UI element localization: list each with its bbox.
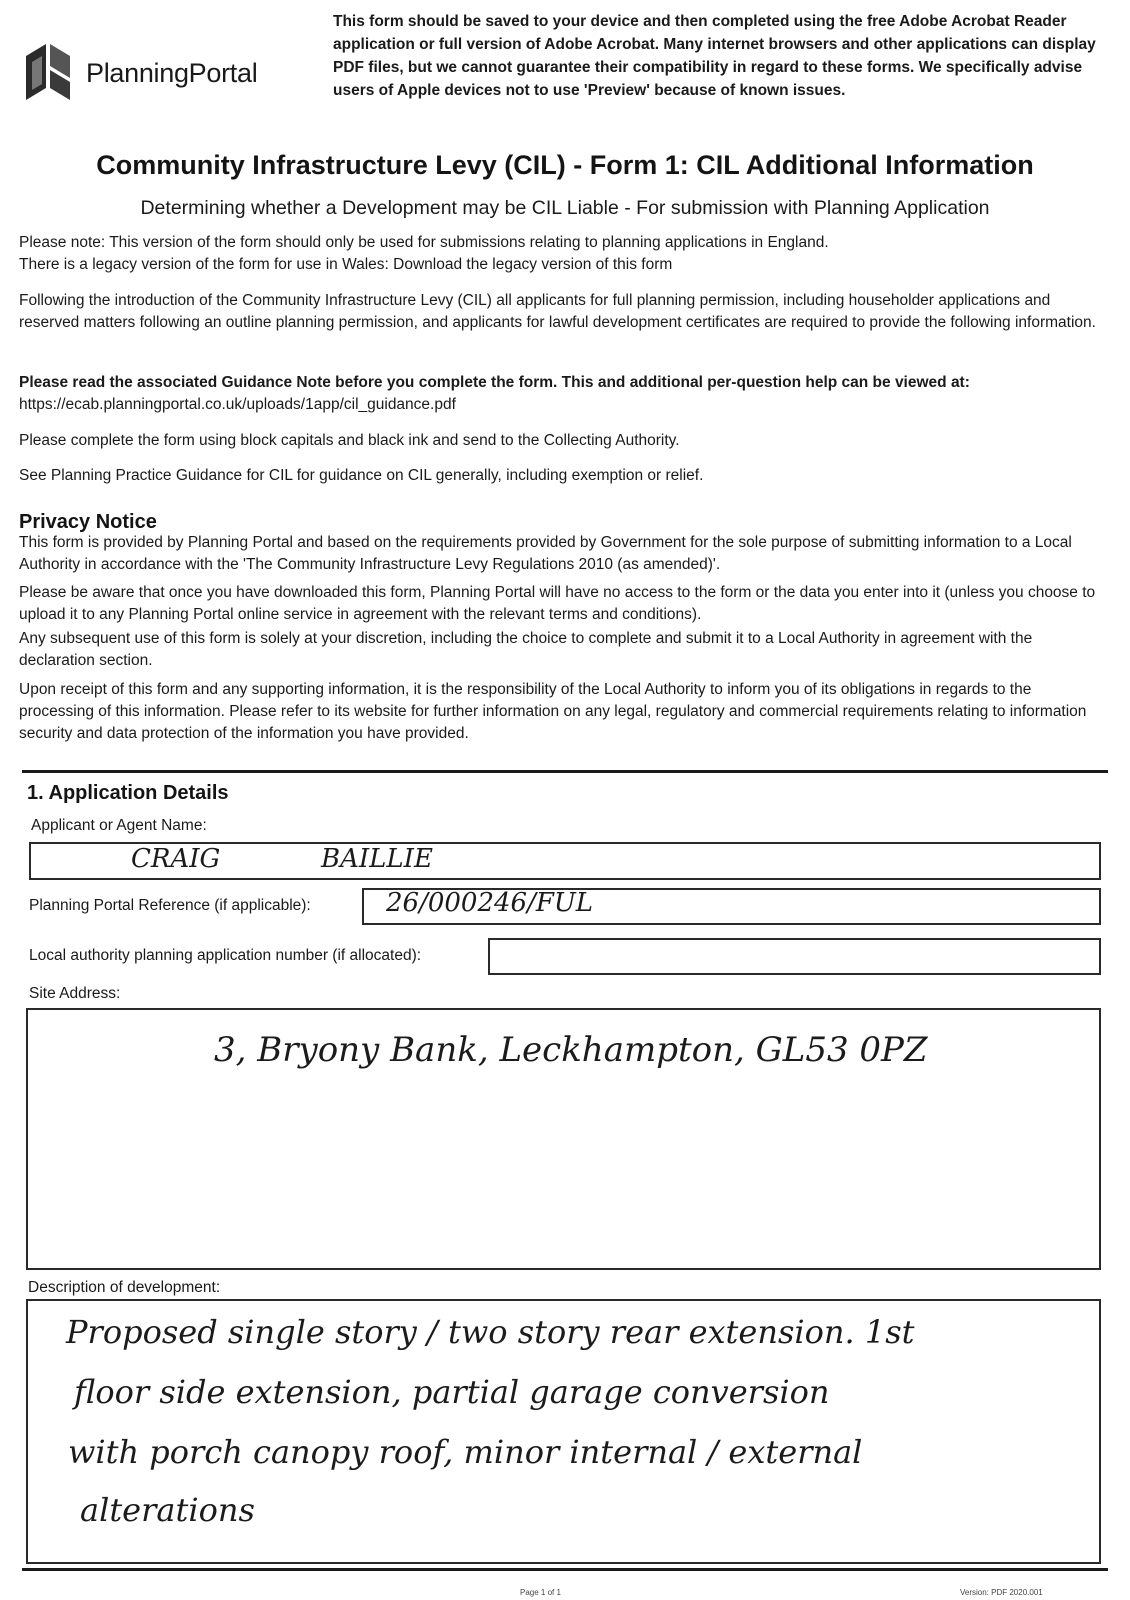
section-divider-top xyxy=(22,770,1108,773)
section-title: 1. Application Details xyxy=(27,782,229,804)
form-subtitle: Determining whether a Development may be CIL Liable - For submission with Planning Application xyxy=(140,197,990,219)
description-line-3: with porch canopy roof, minor internal / external xyxy=(68,1433,863,1471)
ref-value: 26/000246/FUL xyxy=(386,888,594,918)
software-notice: This form should be saved to your device and then completed using the free Adobe Acrobat Reader application or full version of Adobe Acrobat. Many internet browsers and other applications can display PDF files, but we cannot guarantee their compatibility in regard to these forms. We specifically advise users of Apple devices not to use 'Preview' because of known issues. xyxy=(333,13,1096,99)
please-note xyxy=(19,232,1109,276)
please-note-line2: There is a legacy version of the form for use in Wales: Download the legacy version of this form xyxy=(19,256,673,273)
applicant-label: Applicant or Agent Name: xyxy=(31,817,207,834)
privacy-p4: Upon receipt of this form and any supporting information, it is the responsibility of the Local Authority to inform you of its obligations in regards to the processing of this information. Please refer to its website for further information on any legal, regulatory and commercial requirements relating to information security and data protection of the information you have provided. xyxy=(19,681,1087,742)
planning-portal-logo xyxy=(20,38,257,108)
applicant-last-name: BAILLIE xyxy=(321,844,433,874)
applicant-field[interactable] xyxy=(29,842,1101,880)
form-version: Version: PDF 2020.001 xyxy=(960,1588,1043,1597)
read-guidance-text: Please read the associated Guidance Note before you complete the form. This and additional per-question help can be viewed at: xyxy=(19,374,970,391)
privacy-p2: Please be aware that once you have downloaded this form, Planning Portal will have no access to the form or the data you enter into it (unless you choose to upload it to any Planning Portal online service in agreement with the relevant terms and conditions). xyxy=(19,584,1096,623)
ref-field[interactable] xyxy=(362,888,1101,925)
description-field[interactable] xyxy=(26,1299,1101,1564)
read-guidance xyxy=(19,372,1109,416)
section-divider-bottom xyxy=(22,1568,1108,1571)
ref-label: Planning Portal Reference (if applicable): xyxy=(29,897,311,914)
site-address-field[interactable] xyxy=(26,1008,1101,1270)
la-number-field[interactable] xyxy=(488,938,1101,975)
see-guidance: See Planning Practice Guidance for CIL for guidance on CIL generally, including exemption or relief. xyxy=(19,467,704,484)
please-note-line1: This version of the form should only be used for submissions relating to planning applications in England. xyxy=(105,234,829,251)
planning-portal-logo-icon xyxy=(20,38,82,108)
please-note-label: Please note: xyxy=(19,234,106,251)
privacy-p1: This form is provided by Planning Portal and based on the requirements provided by Government for the sole purpose of submitting information to a Local Authority in accordance with the 'The Community Infrastructure Levy Regulations 2010 (as amended)'. xyxy=(19,534,1072,573)
site-address-label: Site Address: xyxy=(29,985,121,1002)
complete-instructions: Please complete the form using block capitals and black ink and send to the Collecting Authority. xyxy=(19,432,680,449)
description-line-4: alterations xyxy=(80,1491,255,1529)
description-line-2: floor side extension, partial garage conversion xyxy=(74,1373,830,1411)
page-number: Page 1 of 1 xyxy=(520,1588,561,1597)
form-title: Community Infrastructure Levy (CIL) - Form 1: CIL Additional Information xyxy=(96,150,1034,180)
logo-text: PlanningPortal xyxy=(86,57,258,88)
la-number-label: Local authority planning application number (if allocated): xyxy=(29,947,422,964)
description-line-1: Proposed single story / two story rear extension. 1st xyxy=(66,1313,915,1351)
description-label: Description of development: xyxy=(28,1279,221,1296)
applicant-first-name: CRAIG xyxy=(131,844,221,874)
intro-following: Following the introduction of the Community Infrastructure Levy (CIL) all applicants for full planning permission, including householder applications and reserved matters following an outline planning permission, and applicants for lawful development certificates are required to provide the following information. xyxy=(19,292,1096,331)
privacy-p3: Any subsequent use of this form is solely at your discretion, including the choice to complete and submit it to a Local Authority in agreement with the declaration section. xyxy=(19,630,1033,669)
guidance-link[interactable]: https://ecab.planningportal.co.uk/uploads/1app/cil_guidance.pdf xyxy=(19,396,456,413)
privacy-heading: Privacy Notice xyxy=(19,511,157,533)
site-address-value: 3, Bryony Bank, Leckhampton, GL53 0PZ xyxy=(214,1030,928,1070)
